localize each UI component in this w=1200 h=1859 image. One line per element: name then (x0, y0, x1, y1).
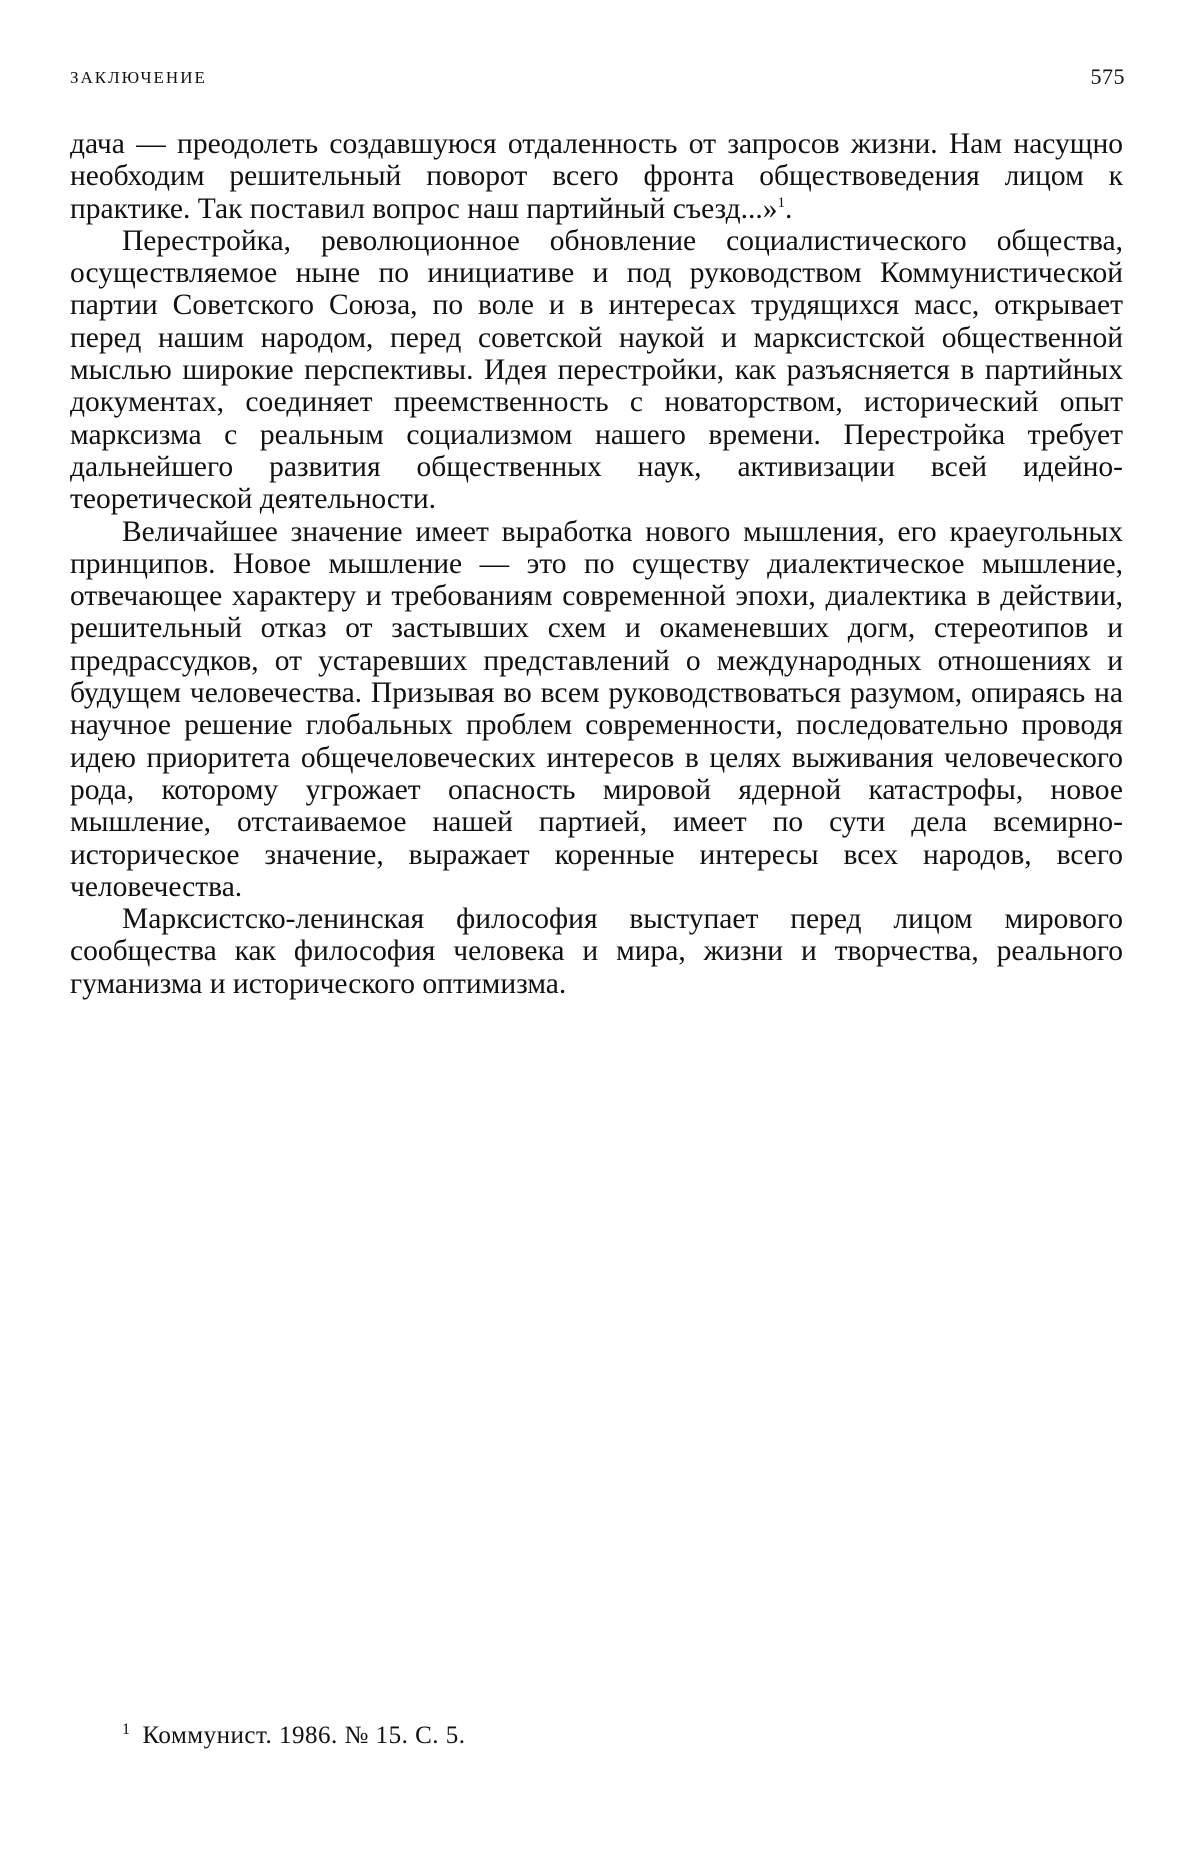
footnote-reference: 1 (777, 194, 786, 211)
paragraph: Перестройка, революционное обновление социалистического общества, осуществляемое ныне по инициативе и под руководством Коммунистической партии Советского Союза, по воле и в интересах трудящихся масс, открывает перед нашим народом, перед советской наукой и марксистской общественной мыслью широкие перспективы. Идея перестройки, как разъясняется в партийных документах, соединяет преемственность с новаторством, исторический опыт марксизма с реальным социализмом нашего времени. Перестройка требует дальнейшего развития общественных наук, активизации всей идейно-теоретической деятельности. (70, 224, 1123, 516)
running-title: ЗАКЛЮЧЕНИЕ (70, 68, 207, 87)
paragraph-text: дача — преодолеть создавшуюся отдаленность от запросов жизни. Нам насущно необходим решительный поворот всего фронта обществоведения лицом к практике. Так поставил вопрос наш партийный съезд...» (70, 128, 1123, 225)
page-number: 575 (1090, 64, 1125, 89)
body-text (70, 128, 1123, 1000)
footnote (122, 1722, 466, 1750)
footnote-marker: 1 (122, 1720, 131, 1738)
paragraph: Величайшее значение имеет выработка нового мышления, его краеугольных принципов. Новое мышление — это по существу диалектическое мышление, отвечающее характеру и требованиям современной эпохи, диалектика в действии, решительный отказ от застывших схем и окаменевших догм, стереотипов и предрассудков, от устаревших представлений о международных отношениях и будущем человечества. Призывая во всем руководствоваться разумом, опираясь на научное решение глобальных проблем современности, последовательно проводя идею приоритета общечеловеческих интересов в целях выживания человеческого рода, которому угрожает опасность мировой ядерной катастрофы, новое мышление, отстаиваемое нашей партией, имеет по сути дела всемирно-историческое значение, выражает коренные интересы всех народов, всего человечества. (70, 515, 1123, 903)
paragraph-tail: . (785, 192, 793, 225)
running-head (70, 64, 1125, 94)
footnote-text: Коммунист. 1986. № 15. С. 5. (142, 1722, 466, 1749)
paragraph-continued (70, 128, 1123, 225)
paragraph: Марксистско-ленинская философия выступает перед лицом мирового сообщества как философия человека и мира, жизни и творчества, реального гуманизма и исторического оптимизма. (70, 903, 1123, 1000)
